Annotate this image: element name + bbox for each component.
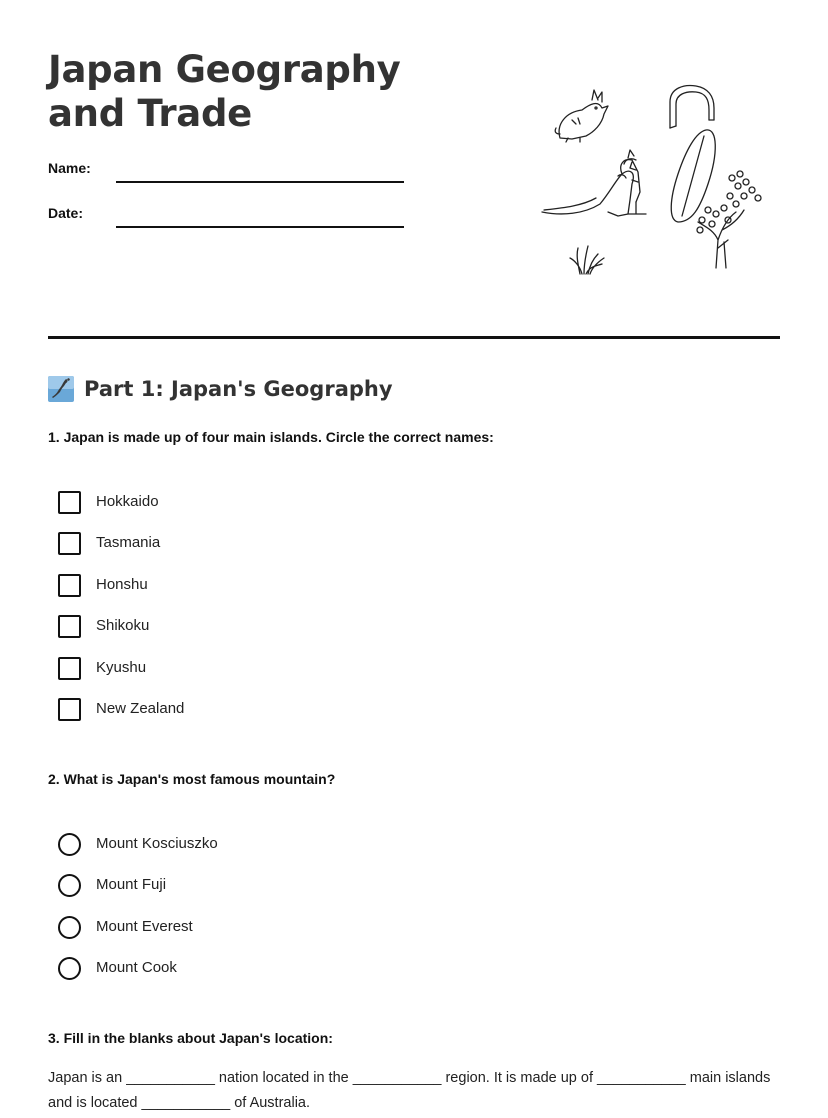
part1-title: Part 1: Japan's Geography [84,377,393,401]
checkbox[interactable] [58,532,81,555]
name-label: Name: [48,160,91,176]
option-hokkaido[interactable] [58,491,184,532]
bandicoot-icon [555,90,608,142]
option-new-zealand[interactable] [58,698,184,739]
wattle-tree-icon [697,171,761,268]
grass-icon [570,246,604,274]
option-label: New Zealand [96,699,185,717]
option-label: Hokkaido [96,493,159,510]
checkbox[interactable] [58,615,81,638]
option-tasmania[interactable] [58,532,184,573]
radio-button[interactable] [58,916,81,939]
option-mount-fuji[interactable] [58,874,218,915]
question-1: 1. Japan is made up of four main islands. Circle the correct names: [48,429,494,445]
checkbox[interactable] [58,491,81,514]
checkbox[interactable] [58,657,81,680]
date-field [48,203,408,229]
name-line[interactable] [116,181,404,183]
radio-button[interactable] [58,874,81,897]
question-2-options [58,833,218,999]
checkbox[interactable] [58,698,81,721]
question-2: 2. What is Japan's most famous mountain? [48,771,336,787]
header-divider [48,336,780,339]
option-label: Mount Fuji [96,876,167,894]
option-honshu[interactable] [58,574,184,615]
date-line[interactable] [116,226,404,228]
option-shikoku[interactable] [58,615,184,656]
name-field [48,158,408,184]
fill-in-blanks-text[interactable]: Japan is an ___________ nation located in the ___________ region. It is made up of ___________ main islands and is located ___________ of Australia. [48,1070,771,1111]
option-label: Mount Kosciuszko [96,835,218,852]
option-kyushu[interactable] [58,657,184,698]
date-label: Date: [48,205,84,221]
part1-heading [48,374,393,404]
radio-button[interactable] [58,957,81,980]
japan-map-icon [48,376,74,402]
checkbox[interactable] [58,574,81,597]
question-1-options [58,491,184,739]
option-mount-kosciuszko[interactable] [58,833,218,874]
question-3: 3. Fill in the blanks about Japan's location: [48,1030,333,1046]
option-label: Mount Everest [96,917,193,935]
option-label: Tasmania [96,534,161,552]
option-label: Shikoku [96,617,150,635]
option-mount-cook[interactable] [58,957,218,998]
australia-illustration [532,80,782,280]
option-label: Kyushu [96,658,147,676]
surfboard-icon [671,130,715,222]
radio-button[interactable] [58,833,81,856]
option-label: Honshu [96,575,148,593]
boomerang-icon [670,86,714,128]
kangaroo-icon [542,150,646,216]
option-label: Mount Cook [96,959,177,977]
option-mount-everest[interactable] [58,916,218,957]
worksheet-title: Japan Geography and Trade [48,48,401,135]
